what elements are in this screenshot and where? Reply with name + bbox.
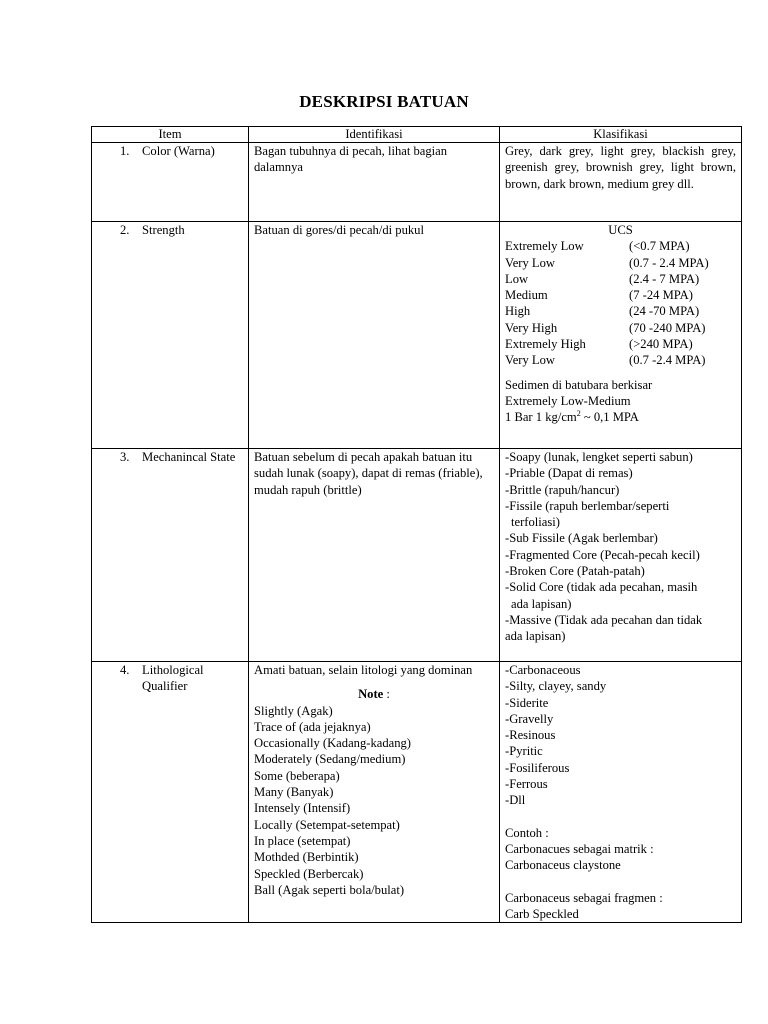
item-number: 2. xyxy=(120,223,130,237)
ucs-range: (2.4 - 7 MPA) xyxy=(629,271,700,286)
identifikasi-cell xyxy=(249,662,500,923)
list-item: Mothded (Berbintik) xyxy=(254,850,359,865)
klasifikasi-cell: Grey, dark grey, light grey, blackish grey, greenish grey, brownish grey, light brown, brown, dark brown, medium grey dll. xyxy=(500,143,742,222)
list-item: -Silty, clayey, sandy xyxy=(505,679,607,694)
list-item: -Carbonaceous xyxy=(505,663,581,677)
list-item: Intensely (Intensif) xyxy=(254,801,351,816)
identifikasi-text: Amati batuan, selain litologi yang dominan xyxy=(254,663,473,677)
ucs-row xyxy=(505,271,736,287)
ucs-row xyxy=(505,336,736,352)
list-item: Occasionally (Kadang-kadang) xyxy=(254,736,412,751)
item-label: Strength xyxy=(142,223,185,237)
item-label: Mechanincal State xyxy=(142,450,236,464)
ucs-range: (70 -240 MPA) xyxy=(629,320,706,335)
identifikasi-cell: Batuan sebelum di pecah apakah batuan itu sudah lunak (soapy), dapat di remas (friable), mudah rapuh (brittle) xyxy=(249,449,500,662)
example-title: Carbonaceus sebagai fragmen : xyxy=(505,890,663,905)
list-item: In place (setempat) xyxy=(254,833,351,848)
strength-note: Sedimen di batubara berkisar xyxy=(505,377,653,392)
item-cell xyxy=(92,222,249,449)
header-identifikasi: Identifikasi xyxy=(249,127,500,143)
example-value: Carb Speckled xyxy=(505,906,579,921)
table-row xyxy=(92,662,742,923)
header-item: Item xyxy=(92,127,249,143)
list-item: Trace of (ada jejaknya) xyxy=(254,719,371,734)
ucs-class: Extremely Low xyxy=(505,239,584,254)
list-item: -Gravelly xyxy=(505,711,554,726)
list-item: ada lapisan) xyxy=(505,629,566,644)
ucs-range: (<0.7 MPA) xyxy=(629,239,690,254)
ucs-class: Low xyxy=(505,271,529,286)
ucs-class: Very High xyxy=(505,320,558,335)
ucs-row xyxy=(505,303,736,319)
list-item: Many (Banyak) xyxy=(254,785,334,800)
ucs-range: (0.7 -2.4 MPA) xyxy=(629,353,706,368)
list-item: Ball (Agak seperti bola/bulat) xyxy=(254,882,405,897)
identifikasi-cell: Bagan tubuhnya di pecah, lihat bagian dalamnya xyxy=(249,143,500,222)
list-item: Slightly (Agak) xyxy=(254,703,333,718)
table-header-row xyxy=(92,127,742,143)
ucs-row xyxy=(505,255,736,271)
list-item: -Resinous xyxy=(505,728,556,743)
list-item: ada lapisan) xyxy=(511,596,572,611)
ucs-class: High xyxy=(505,304,531,319)
example-value: Carbonaceus claystone xyxy=(505,858,621,873)
list-item: -Solid Core (tidak ada pecahan, masih xyxy=(505,580,698,595)
ucs-range: (7 -24 MPA) xyxy=(629,288,693,303)
list-item: -Massive (Tidak ada pecahan dan tidak xyxy=(505,612,703,627)
table-row xyxy=(92,143,742,222)
ucs-heading: UCS xyxy=(608,223,633,237)
ucs-range: (0.7 - 2.4 MPA) xyxy=(629,255,709,270)
klasifikasi-cell xyxy=(500,222,742,449)
unit-conversion: 1 Bar 1 $kg/cm^2$ ~ 0,1 MPA xyxy=(505,409,639,425)
item-number: 4. xyxy=(120,663,130,677)
list-item: Locally (Setempat-setempat) xyxy=(254,817,400,832)
ucs-class: Very Low xyxy=(505,255,556,270)
example-heading: Contoh : xyxy=(505,825,549,840)
item-number: 1. xyxy=(120,144,130,158)
item-cell xyxy=(92,449,249,662)
list-item: -Brittle (rapuh/hancur) xyxy=(505,482,620,497)
ucs-range: (24 -70 MPA) xyxy=(629,304,700,319)
list-item: -Fragmented Core (Pecah-pecah kecil) xyxy=(505,547,700,562)
list-item: terfoliasi) xyxy=(511,515,560,530)
ucs-class: Extremely High xyxy=(505,337,586,352)
page-title: DESKRIPSI BATUAN xyxy=(299,92,469,111)
table-row xyxy=(92,222,742,449)
ucs-row xyxy=(505,238,736,254)
ucs-row xyxy=(505,320,736,336)
list-item: -Dll xyxy=(505,793,526,808)
list-item: -Siderite xyxy=(505,695,549,710)
item-label: Lithological Qualifier xyxy=(142,663,204,694)
list-item: -Pyritic xyxy=(505,744,543,759)
klasifikasi-cell xyxy=(500,449,742,662)
ucs-class: Very Low xyxy=(505,353,556,368)
note-heading: Note : xyxy=(358,687,390,702)
item-label: Color (Warna) xyxy=(142,144,215,158)
list-item: -Fosiliferous xyxy=(505,760,570,775)
identifikasi-cell: Batuan di gores/di pecah/di pukul xyxy=(249,222,500,449)
list-item: -Broken Core (Patah-patah) xyxy=(505,564,645,579)
table-row xyxy=(92,449,742,662)
list-item: Some (beberapa) xyxy=(254,768,340,783)
list-item: -Sub Fissile (Agak berlembar) xyxy=(505,531,658,546)
ucs-row xyxy=(505,352,736,368)
list-item: -Priable (Dapat di remas) xyxy=(505,466,633,481)
ucs-row xyxy=(505,287,736,303)
ucs-class: Medium xyxy=(505,288,548,303)
klasifikasi-cell xyxy=(500,662,742,923)
example-title: Carbonacues sebagai matrik : xyxy=(505,841,654,856)
item-number: 3. xyxy=(120,450,130,464)
list-item: -Ferrous xyxy=(505,777,548,792)
header-klasifikasi: Klasifikasi xyxy=(500,127,742,143)
rock-description-table xyxy=(91,126,742,923)
list-item: Moderately (Sedang/medium) xyxy=(254,752,406,767)
item-cell xyxy=(92,662,249,923)
list-item: Speckled (Berbercak) xyxy=(254,866,364,881)
item-cell xyxy=(92,143,249,222)
list-item: -Fissile (rapuh berlembar/seperti xyxy=(505,498,670,513)
ucs-range: (>240 MPA) xyxy=(629,337,693,352)
list-item: -Soapy (lunak, lengket seperti sabun) xyxy=(505,450,693,464)
strength-note: Extremely Low-Medium xyxy=(505,393,631,408)
